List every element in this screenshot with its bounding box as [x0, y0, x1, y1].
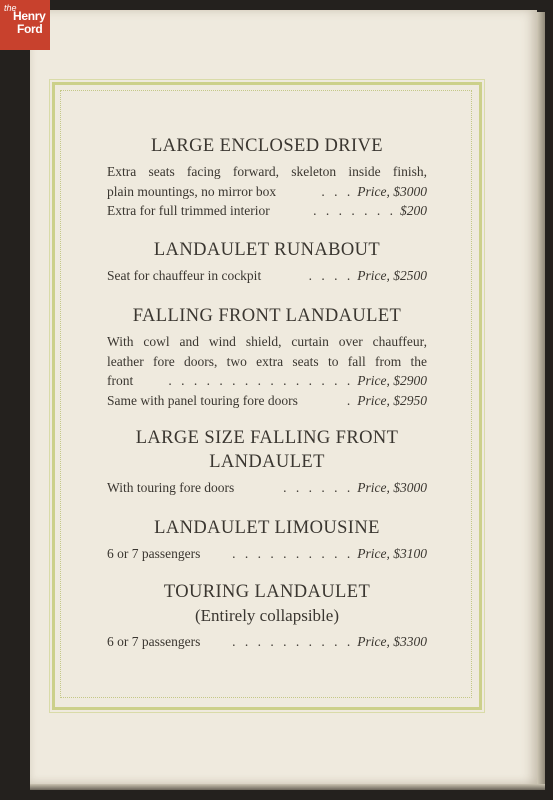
section-falling-front-landaulet — [107, 304, 427, 410]
item-text: With touring fore doors — [107, 480, 235, 495]
section-touring-landaulet — [107, 580, 427, 652]
item-text: Seat for chauffeur in cockpit — [107, 268, 262, 283]
section-large-enclosed-drive — [107, 134, 427, 221]
leader-dots: . . . . . . . . . . . . . . . — [168, 373, 354, 388]
logo-henry: Henry — [13, 9, 46, 23]
section-title: LANDAULET LIMOUSINE — [154, 518, 380, 538]
item-text: Same with panel touring fore doors — [107, 392, 298, 408]
henry-ford-logo — [0, 0, 50, 50]
section-title: LARGE SIZE FALLING FRONT — [135, 428, 399, 448]
leader-dots: . . . — [321, 183, 354, 199]
leader-dots: . . . . . . . . . . — [232, 634, 354, 649]
leader-dots: . . . . . . — [283, 480, 354, 495]
item-text: front — [107, 373, 134, 388]
price-line — [107, 201, 427, 221]
item-text: Extra for full trimmed interior — [107, 203, 270, 218]
item-text: 6 or 7 passengers — [107, 634, 201, 649]
section-title: FALLING FRONT LANDAULET — [132, 306, 402, 326]
item-price: Price, $3000 — [357, 183, 427, 199]
logo-ford: Ford — [17, 22, 43, 36]
price-line — [107, 182, 427, 202]
section-title: LARGE ENCLOSED DRIVE — [150, 136, 384, 156]
item-price: Price, $3000 — [357, 480, 427, 495]
leader-dots: . — [346, 392, 354, 408]
price-line — [107, 266, 427, 286]
item-text: plain mountings, no mirror box — [107, 183, 277, 199]
section-title: TOURING LANDAULET — [163, 582, 371, 602]
section-large-size-falling-front-landaulet — [107, 426, 427, 498]
leader-dots: . . . . — [308, 268, 354, 283]
section-landaulet-limousine — [107, 516, 427, 564]
description-line: Extra seats facing forward, skeleton inside finish, — [107, 164, 427, 179]
section-landaulet-runabout — [107, 238, 427, 286]
item-text: 6 or 7 passengers — [107, 546, 201, 561]
description-line: leather fore doors, two extra seats to fall from the — [107, 353, 427, 369]
price-line — [107, 391, 427, 411]
section-subtitle: (Entirely collapsible) — [195, 606, 339, 625]
page-bottom-edge — [30, 784, 545, 790]
section-title: LANDAULET RUNABOUT — [153, 240, 381, 260]
page-edge — [537, 12, 545, 784]
item-price: Price, $2900 — [357, 373, 427, 388]
description-line: With cowl and wind shield, curtain over chauffeur, — [107, 334, 427, 349]
price-line — [107, 544, 427, 564]
leader-dots: . . . . . . . . . . — [232, 546, 354, 561]
section-title-line2: LANDAULET — [209, 452, 325, 472]
logo-the: the — [4, 3, 17, 13]
item-price: $200 — [400, 203, 427, 218]
item-price: Price, $3300 — [357, 634, 427, 649]
price-line — [107, 478, 427, 498]
item-price: Price, $3100 — [357, 546, 427, 561]
item-price: Price, $2500 — [357, 268, 427, 283]
leader-dots: . . . . . . . — [313, 203, 396, 218]
item-price: Price, $2950 — [357, 392, 427, 408]
price-line — [107, 371, 427, 391]
price-line — [107, 632, 427, 652]
